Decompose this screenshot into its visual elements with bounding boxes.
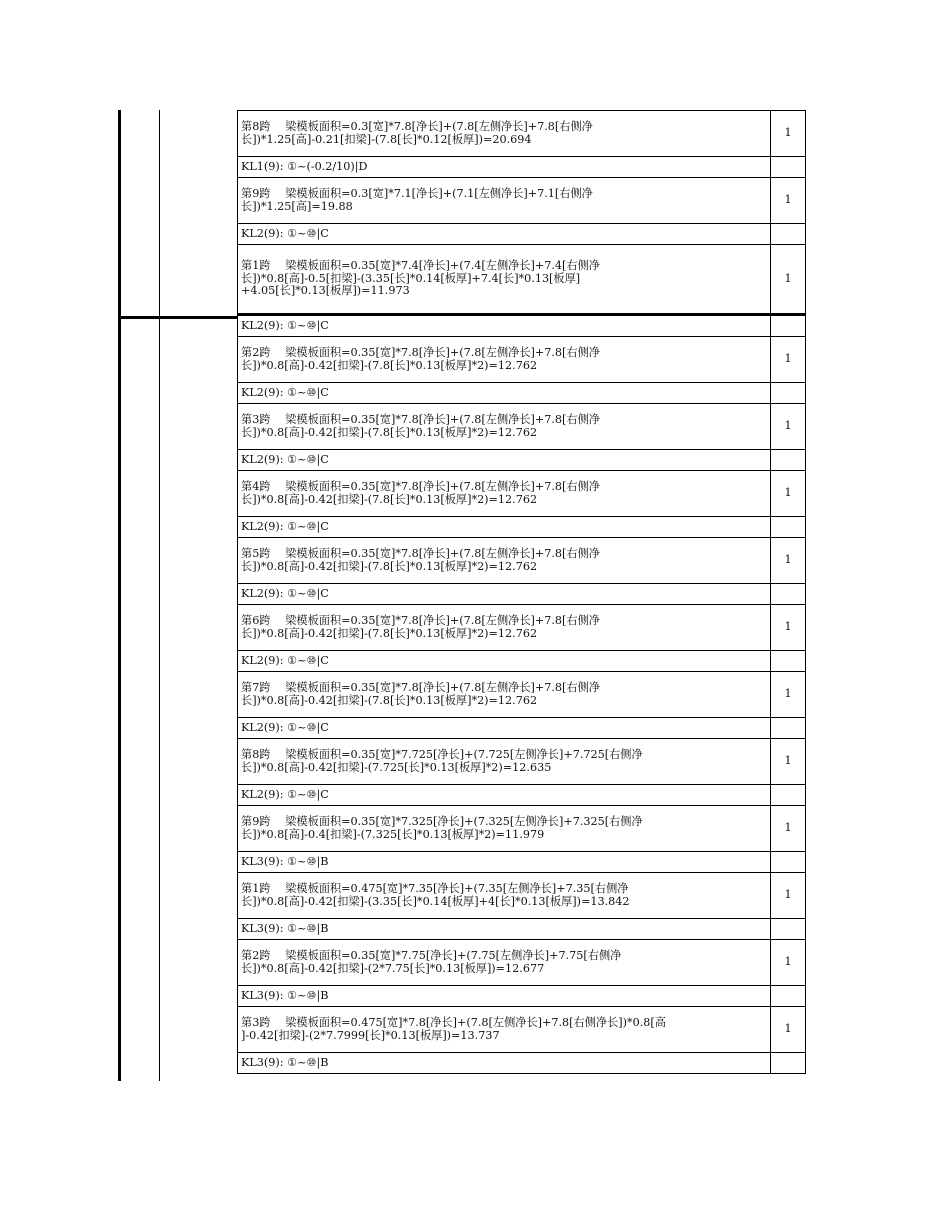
quantity-cell: 1	[771, 1007, 806, 1053]
quantity-cell: 1	[771, 337, 806, 383]
formula-line: 第6跨 梁模板面积=0.35[宽]*7.8[净长]+(7.8[左侧净长]+7.8[右侧净	[241, 614, 600, 628]
formula-row	[238, 178, 806, 224]
formula-line: 长])*0.8[高]-0.42[扣梁]-(7.8[长]*0.13[板厚]*2)=12.762	[241, 358, 538, 372]
formula-line: 长])*0.8[高]-0.42[扣梁]-(7.8[长]*0.13[板厚]*2)=12.762	[241, 693, 538, 707]
beam-label-cell	[238, 584, 771, 605]
quantity-cell	[771, 986, 806, 1007]
beam-label: KL3(9): ①~⑩|B	[241, 1055, 329, 1069]
formula-row	[238, 471, 806, 517]
formula-cell	[238, 471, 771, 517]
beam-header-row	[238, 1053, 806, 1074]
beam-label: KL2(9): ①~⑩|C	[241, 586, 329, 600]
formula-cell	[238, 1007, 771, 1053]
beam-label: KL2(9): ①~⑩|C	[241, 226, 329, 240]
quantity-cell: 1	[771, 471, 806, 517]
left-column-divider	[159, 110, 160, 1081]
formula-cell	[238, 111, 771, 157]
beam-label-cell	[238, 919, 771, 940]
quantity-cell	[771, 383, 806, 404]
beam-header-row	[238, 517, 806, 538]
formula-cell	[238, 538, 771, 584]
beam-label: KL3(9): ①~⑩|B	[241, 854, 329, 868]
formula-row	[238, 404, 806, 450]
quantity-cell: 1	[771, 111, 806, 157]
formula-line: 长])*1.25[高]-0.21[扣梁]-(7.8[长]*0.12[板厚])=20.694	[241, 132, 532, 146]
formula-line: 长])*0.8[高]-0.4[扣梁]-(7.325[长]*0.13[板厚]*2)=11.979	[241, 827, 545, 841]
formula-cell	[238, 605, 771, 651]
beam-label-cell	[238, 785, 771, 806]
beam-label: KL1(9): ①~(-0.2/10)|D	[241, 159, 368, 173]
quantity-cell: 1	[771, 873, 806, 919]
formula-line: 第1跨 梁模板面积=0.475[宽]*7.35[净长]+(7.35[左侧净长]+7.35[右侧净	[241, 882, 629, 896]
beam-header-row	[238, 224, 806, 245]
formula-cell	[238, 337, 771, 383]
beam-header-row	[238, 651, 806, 672]
quantity-cell: 1	[771, 404, 806, 450]
quantity-cell	[771, 224, 806, 245]
quantity-cell	[771, 315, 806, 337]
quantity-cell: 1	[771, 940, 806, 986]
beam-label: KL2(9): ①~⑩|C	[241, 720, 329, 734]
beam-label-cell	[238, 315, 771, 337]
formula-line: 第3跨 梁模板面积=0.475[宽]*7.8[净长]+(7.8[左侧净长]+7.8[右侧净长])*0.8[高	[241, 1016, 666, 1030]
beam-header-row	[238, 450, 806, 471]
formula-cell	[238, 739, 771, 785]
formula-line: 第9跨 梁模板面积=0.35[宽]*7.325[净长]+(7.325[左侧净长]+7.325[右侧净	[241, 815, 643, 829]
formula-line: 第8跨 梁模板面积=0.3[宽]*7.8[净长]+(7.8[左侧净长]+7.8[右侧净	[241, 120, 593, 134]
left-thick-border	[118, 110, 121, 1081]
formula-line: 长])*0.8[高]-0.5[扣梁]-(3.35[长]*0.14[板厚]+7.4[长]*0.13[板厚]	[241, 271, 581, 285]
quantity-cell: 1	[771, 245, 806, 315]
formula-cell	[238, 178, 771, 224]
formula-row	[238, 1007, 806, 1053]
formula-row	[238, 873, 806, 919]
beam-label-cell	[238, 852, 771, 873]
beam-label: KL2(9): ①~⑩|C	[241, 385, 329, 399]
beam-header-row	[238, 986, 806, 1007]
formula-line: ]-0.42[扣梁]-(2*7.7999[长]*0.13[板厚])=13.737	[241, 1028, 500, 1042]
quantity-cell	[771, 919, 806, 940]
formula-line: 第2跨 梁模板面积=0.35[宽]*7.8[净长]+(7.8[左侧净长]+7.8[右侧净	[241, 346, 600, 360]
quantity-cell	[771, 852, 806, 873]
formula-line: 第9跨 梁模板面积=0.3[宽]*7.1[净长]+(7.1[左侧净长]+7.1[右侧净	[241, 187, 593, 201]
beam-label-cell	[238, 383, 771, 404]
quantity-cell	[771, 157, 806, 178]
beam-header-row	[238, 315, 806, 337]
beam-label: KL2(9): ①~⑩|C	[241, 452, 329, 466]
quantity-cell	[771, 785, 806, 806]
beam-label: KL2(9): ①~⑩|C	[241, 787, 329, 801]
quantity-cell: 1	[771, 672, 806, 718]
beam-header-row	[238, 584, 806, 605]
formula-cell	[238, 404, 771, 450]
beam-header-row	[238, 383, 806, 404]
formula-line: 长])*0.8[高]-0.42[扣梁]-(2*7.75[长]*0.13[板厚])=12.677	[241, 961, 545, 975]
beam-header-row	[238, 919, 806, 940]
quantity-cell: 1	[771, 538, 806, 584]
formula-cell	[238, 806, 771, 852]
quantity-cell	[771, 450, 806, 471]
formula-row	[238, 538, 806, 584]
beam-label-cell	[238, 517, 771, 538]
formula-line: 第8跨 梁模板面积=0.35[宽]*7.725[净长]+(7.725[左侧净长]+7.725[右侧净	[241, 748, 643, 762]
beam-label-cell	[238, 718, 771, 739]
beam-header-row	[238, 718, 806, 739]
formula-row	[238, 245, 806, 315]
beam-label-cell	[238, 986, 771, 1007]
quantity-cell: 1	[771, 739, 806, 785]
formula-row	[238, 605, 806, 651]
beam-label: KL2(9): ①~⑩|C	[241, 318, 329, 332]
formula-line: 第5跨 梁模板面积=0.35[宽]*7.8[净长]+(7.8[左侧净长]+7.8[右侧净	[241, 547, 600, 561]
formula-line: 长])*0.8[高]-0.42[扣梁]-(7.8[长]*0.13[板厚]*2)=12.762	[241, 626, 538, 640]
quantity-cell	[771, 517, 806, 538]
beam-header-row	[238, 157, 806, 178]
calculation-table	[237, 110, 806, 1074]
left-section-break-line	[118, 316, 237, 319]
formula-cell	[238, 873, 771, 919]
quantity-cell	[771, 584, 806, 605]
beam-label: KL2(9): ①~⑩|C	[241, 519, 329, 533]
beam-header-row	[238, 852, 806, 873]
beam-label: KL3(9): ①~⑩|B	[241, 988, 329, 1002]
formula-line: 第3跨 梁模板面积=0.35[宽]*7.8[净长]+(7.8[左侧净长]+7.8[右侧净	[241, 413, 600, 427]
beam-label-cell	[238, 1053, 771, 1074]
formula-row	[238, 672, 806, 718]
formula-cell	[238, 245, 771, 315]
formula-line: 长])*0.8[高]-0.42[扣梁]-(3.35[长]*0.14[板厚]+4[长]*0.13[板厚])=13.842	[241, 894, 630, 908]
quantity-cell	[771, 651, 806, 672]
quantity-cell: 1	[771, 605, 806, 651]
formula-line: 长])*0.8[高]-0.42[扣梁]-(7.725[长]*0.13[板厚]*2)=12.635	[241, 760, 552, 774]
formula-line: 第2跨 梁模板面积=0.35[宽]*7.75[净长]+(7.75[左侧净长]+7.75[右侧净	[241, 949, 622, 963]
formula-row	[238, 337, 806, 383]
formula-line: 第7跨 梁模板面积=0.35[宽]*7.8[净长]+(7.8[左侧净长]+7.8[右侧净	[241, 681, 600, 695]
quantity-cell: 1	[771, 806, 806, 852]
formula-row	[238, 739, 806, 785]
formula-line: 长])*0.8[高]-0.42[扣梁]-(7.8[长]*0.13[板厚]*2)=12.762	[241, 492, 538, 506]
beam-label: KL3(9): ①~⑩|B	[241, 921, 329, 935]
formula-line: 长])*1.25[高]=19.88	[241, 199, 353, 213]
beam-label-cell	[238, 651, 771, 672]
formula-row	[238, 940, 806, 986]
formula-line: 长])*0.8[高]-0.42[扣梁]-(7.8[长]*0.13[板厚]*2)=12.762	[241, 425, 538, 439]
formula-line: 第4跨 梁模板面积=0.35[宽]*7.8[净长]+(7.8[左侧净长]+7.8[右侧净	[241, 480, 600, 494]
beam-label-cell	[238, 157, 771, 178]
formula-row	[238, 111, 806, 157]
formula-cell	[238, 940, 771, 986]
beam-label: KL2(9): ①~⑩|C	[241, 653, 329, 667]
quantity-cell: 1	[771, 178, 806, 224]
formula-line: 长])*0.8[高]-0.42[扣梁]-(7.8[长]*0.13[板厚]*2)=12.762	[241, 559, 538, 573]
quantity-cell	[771, 1053, 806, 1074]
formula-row	[238, 806, 806, 852]
quantity-cell	[771, 718, 806, 739]
formula-line: +4.05[长]*0.13[板厚])=11.973	[241, 284, 410, 298]
formula-cell	[238, 672, 771, 718]
beam-label-cell	[238, 224, 771, 245]
beam-header-row	[238, 785, 806, 806]
beam-label-cell	[238, 450, 771, 471]
formula-line: 第1跨 梁模板面积=0.35[宽]*7.4[净长]+(7.4[左侧净长]+7.4[右侧净	[241, 259, 600, 273]
